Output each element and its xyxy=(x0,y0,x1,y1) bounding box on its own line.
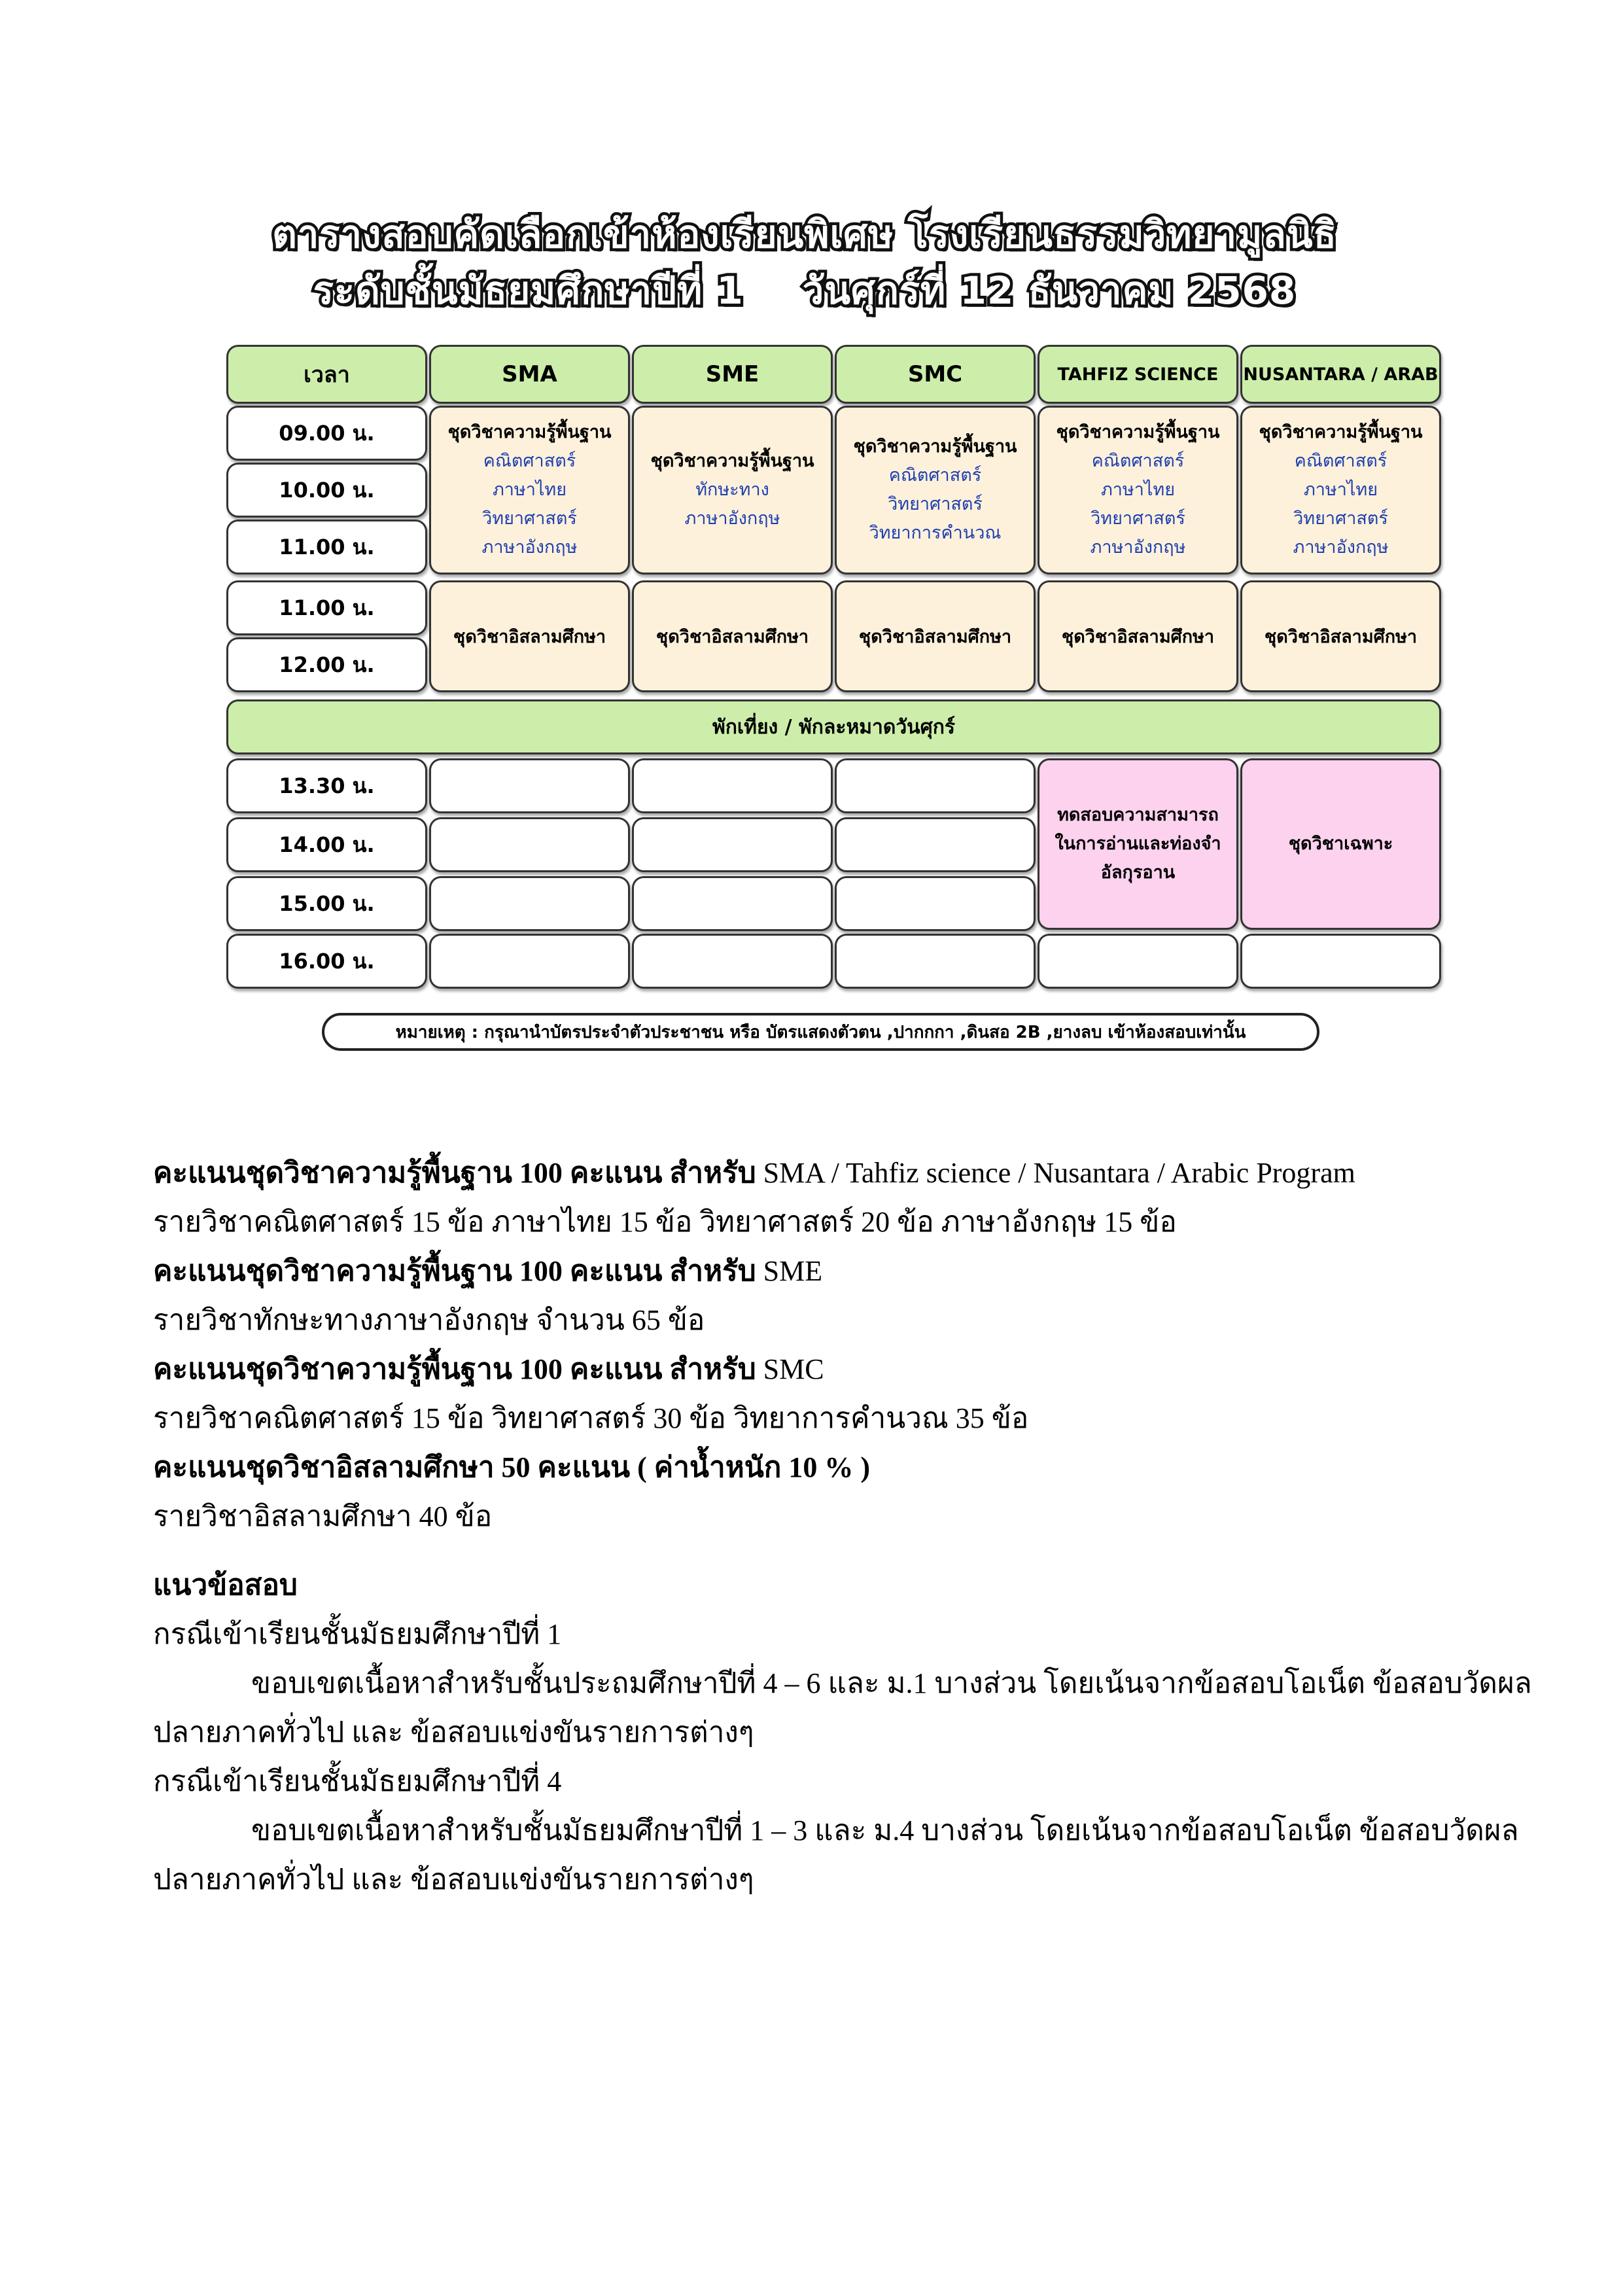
time-cell: 09.00 น. xyxy=(226,406,427,461)
time-cell: 16.00 น. xyxy=(226,934,427,989)
special-subjects: ชุดวิชาเฉพาะ xyxy=(1240,758,1441,930)
guideline-case-2-text: ขอบเขตเนื้อหาสำหรับชั้นมัธยมศึกษาปีที่ 1 – 3 และ ม.4 บางส่วน โดยเน้นจากข้อสอบโอเน็ต ข้อสอบวัดผล xyxy=(251,1814,1519,1846)
sma-basic-subjects: ชุดวิชาความรู้พื้นฐาน คณิตศาสตร์ ภาษาไทย วิทยาศาสตร์ ภาษาอังกฤษ xyxy=(429,406,630,574)
time-cell: 11.00 น. xyxy=(226,520,427,574)
nusantara-islamic-studies: ชุดวิชาอิสลามศึกษา xyxy=(1240,580,1441,692)
empty-cell xyxy=(632,934,833,989)
score-detail: รายวิชาทักษะทางภาษาอังกฤษ จำนวน 65 ข้อ xyxy=(153,1304,705,1336)
empty-cell xyxy=(835,758,1036,813)
score-detail: รายวิชาคณิตศาสตร์ 15 ข้อ ภาษาไทย 15 ข้อ วิทยาศาสตร์ 20 ข้อ ภาษาอังกฤษ 15 ข้อ xyxy=(153,1206,1177,1238)
lunch-break-row: พักเที่ยง / พักละหมาดวันศุกร์ xyxy=(226,699,1441,754)
time-cell: 10.00 น. xyxy=(226,463,427,518)
quran-reading-test: ทดสอบความสามารถ ในการอ่านและท่องจำ อัลกุรอาน xyxy=(1038,758,1238,930)
empty-cell xyxy=(835,934,1036,989)
tahfiz-islamic-studies: ชุดวิชาอิสลามศึกษา xyxy=(1038,580,1238,692)
score-heading: คะแนนชุดวิชาความรู้พื้นฐาน 100 คะแนน สำหรับ SME xyxy=(153,1255,823,1287)
title-date: วันศุกร์ที่ 12 ธันวาคม 2568 xyxy=(802,268,1297,313)
nusantara-basic-subjects: ชุดวิชาความรู้พื้นฐาน คณิตศาสตร์ ภาษาไทย วิทยาศาสตร์ ภาษาอังกฤษ xyxy=(1240,406,1441,574)
time-cell: 11.00 น. xyxy=(226,580,427,635)
empty-cell xyxy=(835,876,1036,931)
exam-schedule-table xyxy=(226,345,1446,989)
header-nusantara-arab: NUSANTARA / ARAB xyxy=(1240,345,1441,404)
empty-cell xyxy=(632,758,833,813)
score-heading: คะแนนชุดวิชาความรู้พื้นฐาน 100 คะแนน สำหรับ SMA / Tahfiz science / Nusantara / Arabic Program xyxy=(153,1157,1355,1189)
time-cell: 14.00 น. xyxy=(226,817,427,872)
time-cell: 15.00 น. xyxy=(226,876,427,931)
header-sme: SME xyxy=(632,345,833,404)
exam-note: หมายเหตุ : กรุณานำบัตรประจำตัวประชาชน หรือ บัตรแสดงตัวตน ,ปากกกา ,ดินสอ 2B ,ยางลบ เข้าห้องสอบเท่านั้น xyxy=(322,1013,1319,1051)
score-heading: คะแนนชุดวิชาความรู้พื้นฐาน 100 คะแนน สำหรับ SMC xyxy=(153,1353,824,1385)
score-heading: คะแนนชุดวิชาอิสลามศึกษา 50 คะแนน ( ค่าน้ำหนัก 10 % ) xyxy=(153,1451,871,1483)
title-level: ระดับชั้นมัธยมศึกษาปีที่ 1 xyxy=(313,268,744,313)
empty-cell xyxy=(429,934,630,989)
empty-cell xyxy=(429,817,630,872)
empty-cell xyxy=(1240,934,1441,989)
guideline-case-1-text-cont: ปลายภาคทั่วไป และ ข้อสอบแข่งขันรายการต่างๆ xyxy=(153,1716,754,1748)
header-time: เวลา xyxy=(226,345,427,404)
sme-basic-subjects: ชุดวิชาความรู้พื้นฐาน ทักษะทาง ภาษาอังกฤษ xyxy=(632,406,833,574)
guideline-case-2-text-cont: ปลายภาคทั่วไป และ ข้อสอบแข่งขันรายการต่างๆ xyxy=(153,1863,754,1896)
smc-basic-subjects: ชุดวิชาความรู้พื้นฐาน คณิตศาสตร์ วิทยาศาสตร์ วิทยาการคำนวณ xyxy=(835,406,1036,574)
header-tahfiz-science: TAHFIZ SCIENCE xyxy=(1038,345,1238,404)
title-line-2 xyxy=(216,262,1393,319)
score-details xyxy=(153,1148,1532,1904)
sma-islamic-studies: ชุดวิชาอิสลามศึกษา xyxy=(429,580,630,692)
empty-cell xyxy=(429,758,630,813)
time-cell: 12.00 น. xyxy=(226,637,427,692)
empty-cell xyxy=(1038,934,1238,989)
tahfiz-basic-subjects: ชุดวิชาความรู้พื้นฐาน คณิตศาสตร์ ภาษาไทย วิทยาศาสตร์ ภาษาอังกฤษ xyxy=(1038,406,1238,574)
sme-islamic-studies: ชุดวิชาอิสลามศึกษา xyxy=(632,580,833,692)
schedule-title xyxy=(216,206,1393,319)
score-detail: รายวิชาอิสลามศึกษา 40 ข้อ xyxy=(153,1500,493,1532)
guideline-heading: แนวข้อสอบ xyxy=(153,1569,298,1601)
score-detail: รายวิชาคณิตศาสตร์ 15 ข้อ วิทยาศาสตร์ 30 ข้อ วิทยาการคำนวณ 35 ข้อ xyxy=(153,1402,1029,1434)
header-sma: SMA xyxy=(429,345,630,404)
empty-cell xyxy=(835,817,1036,872)
header-smc: SMC xyxy=(835,345,1036,404)
guideline-case-2: กรณีเข้าเรียนชั้นมัธยมศึกษาปีที่ 4 xyxy=(153,1765,562,1797)
empty-cell xyxy=(429,876,630,931)
title-line-1: ตารางสอบคัดเลือกเข้าห้องเรียนพิเศษ โรงเรียนธรรมวิทยามูลนิธิ xyxy=(272,212,1337,256)
time-cell: 13.30 น. xyxy=(226,758,427,813)
guideline-case-1-text: ขอบเขตเนื้อหาสำหรับชั้นประถมศึกษาปีที่ 4 – 6 และ ม.1 บางส่วน โดยเน้นจากข้อสอบโอเน็ต ข้อสอบวัดผล xyxy=(251,1667,1532,1699)
empty-cell xyxy=(632,817,833,872)
guideline-case-1: กรณีเข้าเรียนชั้นมัธยมศึกษาปีที่ 1 xyxy=(153,1618,562,1650)
smc-islamic-studies: ชุดวิชาอิสลามศึกษา xyxy=(835,580,1036,692)
empty-cell xyxy=(632,876,833,931)
